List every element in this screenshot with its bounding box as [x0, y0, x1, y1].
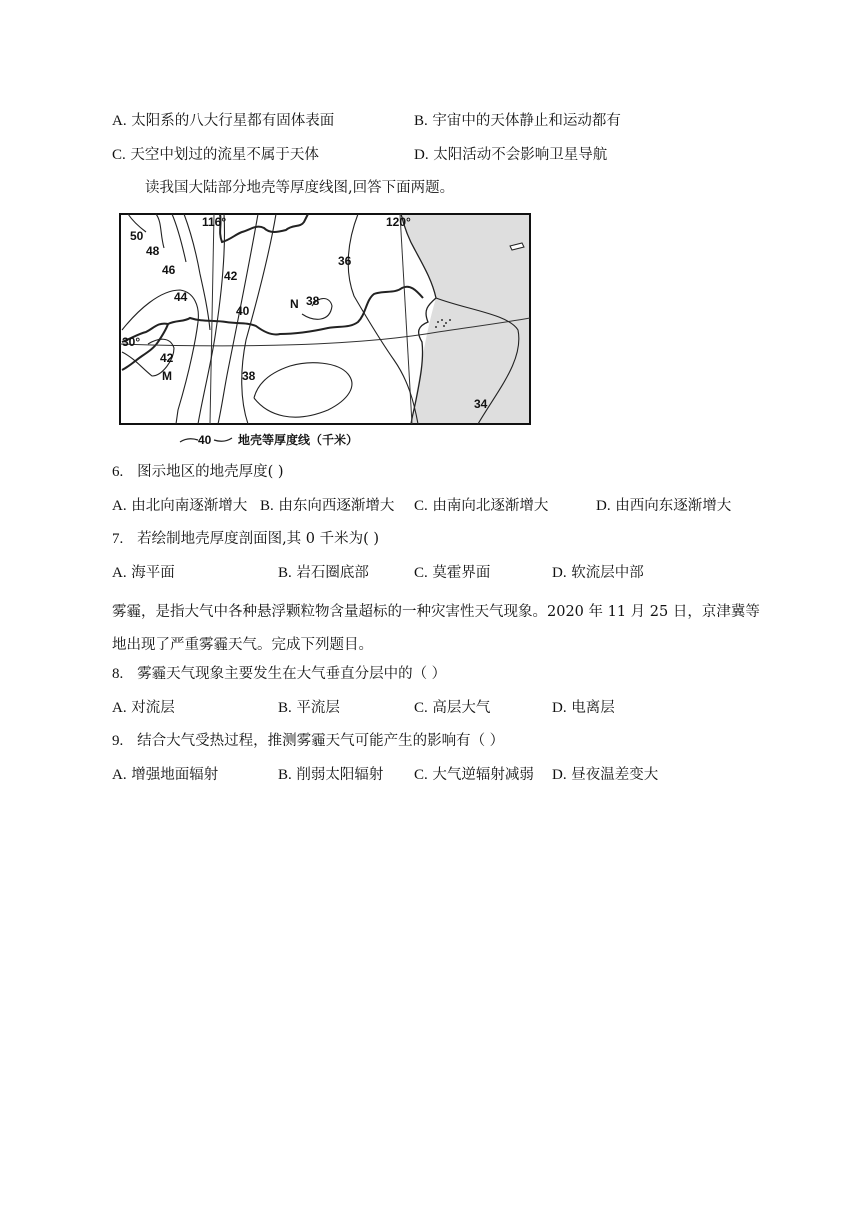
meridian-116	[210, 214, 214, 424]
q7-number: 7.	[112, 531, 124, 547]
label-38b: 38	[306, 294, 320, 308]
map-intro: 读我国大陆部分地壳等厚度线图,回答下面两题。	[145, 180, 455, 196]
q8-option-c[interactable]: C. 高层大气	[414, 700, 491, 716]
q7-stem: 7. 若绘制地壳厚度剖面图,其 0 千米为( )	[112, 531, 380, 547]
legend-value: 40	[198, 433, 212, 447]
point-n-label: N	[290, 297, 299, 311]
q6-stem: 6. 图示地区的地壳厚度( )	[112, 464, 284, 480]
label-34: 34	[474, 397, 488, 411]
q9-option-a[interactable]: A. 增强地面辐射	[112, 767, 219, 783]
label-42a: 42	[224, 269, 238, 283]
label-lon-120: 120°	[386, 215, 411, 229]
q6-number: 6.	[112, 464, 124, 480]
q8-stem: 8. 雾霾天气现象主要发生在大气垂直分层中的（ ）	[112, 666, 447, 682]
q9-number: 9.	[112, 733, 124, 749]
q7-option-a[interactable]: A. 海平面	[112, 565, 175, 581]
haze-intro: 雾霾，是指大气中各种悬浮颗粒物含量超标的一种灾害性天气现象。2020 年 11 月 25 日，京津冀等地出现了严重雾霾天气。完成下列题目。	[112, 604, 760, 653]
label-44: 44	[174, 290, 188, 304]
q6-option-c[interactable]: C. 由南向北逐渐增大	[414, 498, 549, 514]
q8-option-a[interactable]: A. 对流层	[112, 700, 175, 716]
label-38a: 38	[242, 369, 256, 383]
q5-option-d[interactable]: D. 太阳活动不会影响卫星导航	[414, 147, 608, 163]
crust-thickness-map	[118, 210, 534, 450]
label-50: 50	[130, 229, 144, 243]
label-46: 46	[162, 263, 176, 277]
q8-number: 8.	[112, 666, 124, 682]
label-36: 36	[338, 254, 352, 268]
q5-option-c[interactable]: C. 天空中划过的流星不属于天体	[112, 147, 319, 163]
q7-option-b[interactable]: B. 岩石圈底部	[278, 565, 369, 581]
map-legend	[180, 432, 358, 447]
q7-option-c[interactable]: C. 莫霍界面	[414, 565, 491, 581]
q9-stem: 9. 结合大气受热过程，推测雾霾天气可能产生的影响有（ ）	[112, 733, 505, 749]
q9-option-c[interactable]: C. 大气逆辐射减弱	[414, 767, 534, 783]
label-42b: 42	[160, 351, 174, 365]
q7-option-d[interactable]: D. 软流层中部	[552, 565, 644, 581]
q6-option-a[interactable]: A. 由北向南逐渐增大	[112, 498, 248, 514]
q5-option-a[interactable]: A. 太阳系的八大行星都有固体表面	[112, 113, 335, 129]
q5-option-b[interactable]: B. 宇宙中的天体静止和运动都有	[414, 113, 621, 129]
q9-option-b[interactable]: B. 削弱太阳辐射	[278, 767, 384, 783]
label-lat-30: 30°	[122, 335, 141, 349]
point-m-label: M	[162, 369, 172, 383]
q8-option-b[interactable]: B. 平流层	[278, 700, 340, 716]
q6-option-b[interactable]: B. 由东向西逐渐增大	[260, 498, 395, 514]
q8-option-d[interactable]: D. 电离层	[552, 700, 615, 716]
q6-option-d[interactable]: D. 由西向东逐渐增大	[596, 498, 732, 514]
label-40: 40	[236, 304, 250, 318]
legend-text: 地壳等厚度线（千米）	[238, 433, 359, 447]
label-lon-116: 116°	[202, 215, 227, 229]
province-boundary-north	[220, 214, 308, 242]
q9-option-d[interactable]: D. 昼夜温差变大	[552, 767, 659, 783]
label-48: 48	[146, 244, 160, 258]
province-boundary-middle	[122, 287, 423, 342]
